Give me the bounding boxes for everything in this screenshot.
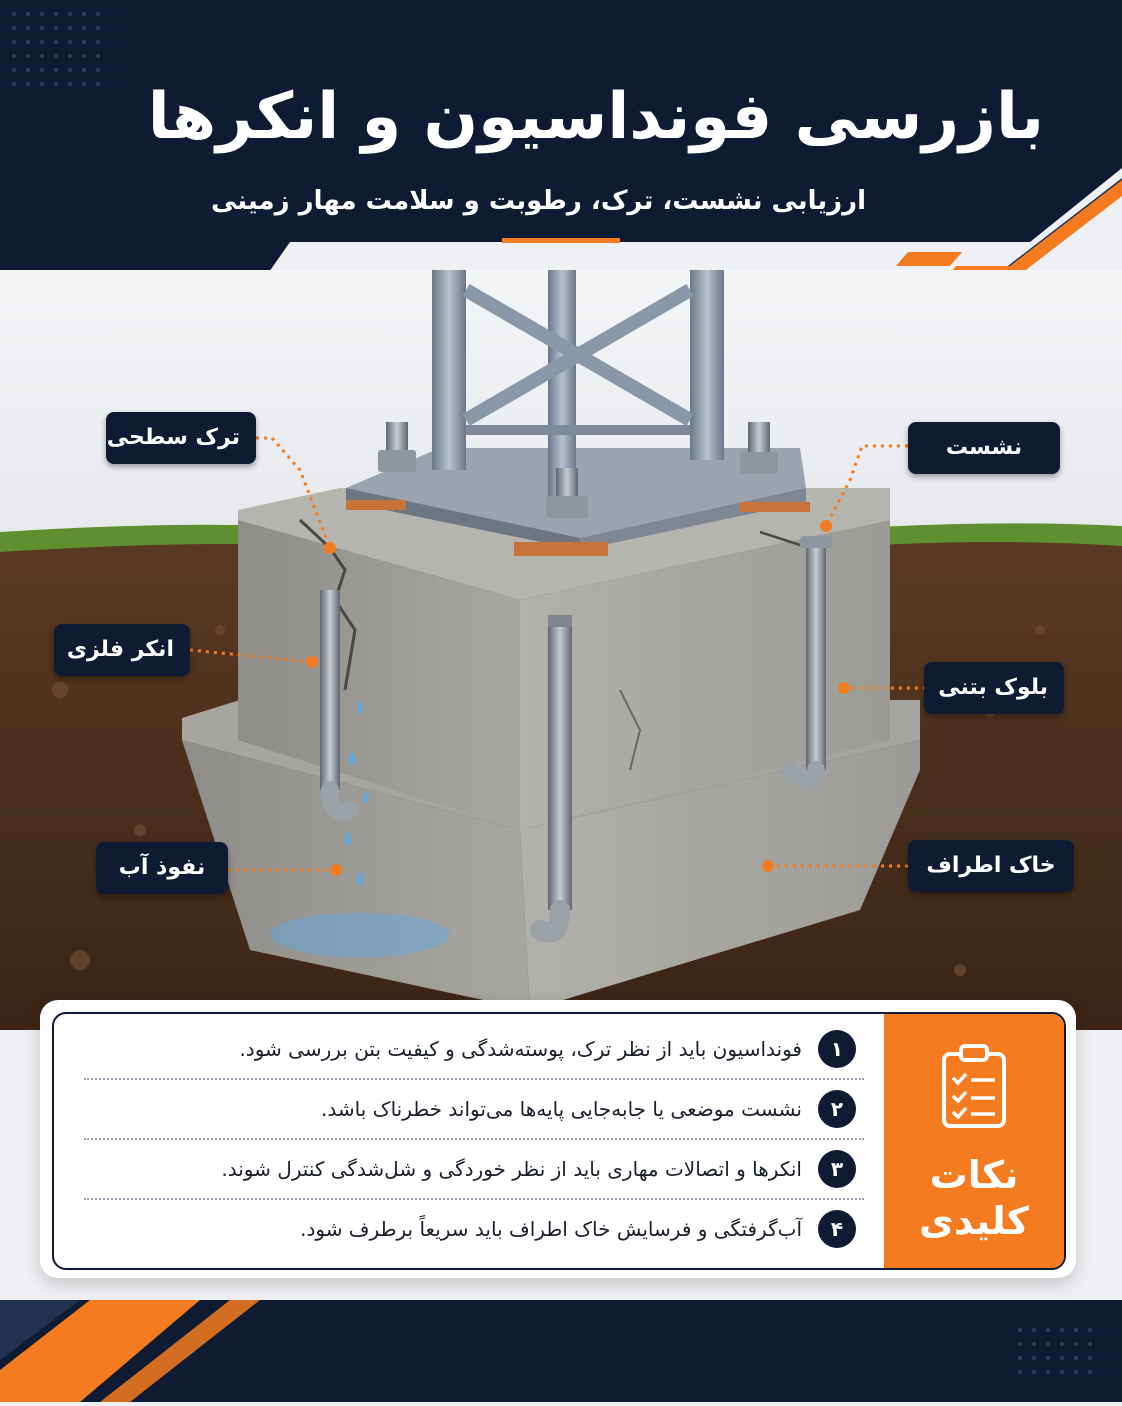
footer-banner bbox=[0, 1300, 1122, 1402]
tip-text-3: انکرها و اتصالات مهاری باید از نظر خوردگی و شل‌شدگی کنترل شوند. bbox=[221, 1157, 802, 1181]
label-metal-anchor: انکر فلزی bbox=[54, 624, 190, 676]
label-settlement: نشست bbox=[908, 422, 1060, 474]
page-title: بازرسی فونداسیون و انکرها bbox=[147, 80, 1044, 154]
footer-background bbox=[0, 1300, 1122, 1402]
tip-item-1 bbox=[94, 1020, 864, 1078]
tip-item-2 bbox=[94, 1080, 864, 1138]
tip-text-2: نشست موضعی یا جابه‌جایی پایه‌ها می‌تواند خطرناک باشد. bbox=[321, 1097, 802, 1121]
key-tips-title-line1: نکات bbox=[929, 1153, 1019, 1197]
key-tips-heading-box bbox=[884, 1014, 1064, 1268]
tip-item-3 bbox=[94, 1140, 864, 1198]
label-concrete-block: بلوک بتنی bbox=[924, 662, 1064, 714]
label-surrounding-soil: خاک اطراف bbox=[908, 840, 1074, 892]
key-tips-title bbox=[884, 1152, 1064, 1244]
tip-number-1: ۱ bbox=[818, 1030, 856, 1068]
label-water-ingress: نفوذ آب bbox=[96, 842, 228, 894]
tip-item-4 bbox=[94, 1200, 864, 1258]
tip-number-3: ۳ bbox=[818, 1150, 856, 1188]
key-tips-panel bbox=[40, 1000, 1076, 1278]
key-tips-frame bbox=[52, 1012, 1066, 1270]
tip-text-1: فونداسیون باید از نظر ترک، پوسته‌شدگی و کیفیت بتن بررسی شود. bbox=[239, 1037, 802, 1061]
page-subtitle: ارزیابی نشست، ترک، رطوبت و سلامت مهار زمینی bbox=[210, 186, 866, 216]
label-surface-crack: ترک سطحی bbox=[106, 412, 256, 464]
tip-number-2: ۲ bbox=[818, 1090, 856, 1128]
clipboard-checklist-icon bbox=[939, 1044, 1009, 1130]
key-tips-title-line2: کلیدی bbox=[919, 1199, 1029, 1243]
tip-number-4: ۴ bbox=[818, 1210, 856, 1248]
header-banner bbox=[0, 0, 1122, 282]
water-puddle bbox=[270, 913, 450, 957]
tip-text-4: آب‌گرفتگی و فرسایش خاک اطراف باید سریعاً برطرف شود. bbox=[300, 1217, 802, 1241]
foundation-illustration bbox=[0, 270, 1122, 1030]
